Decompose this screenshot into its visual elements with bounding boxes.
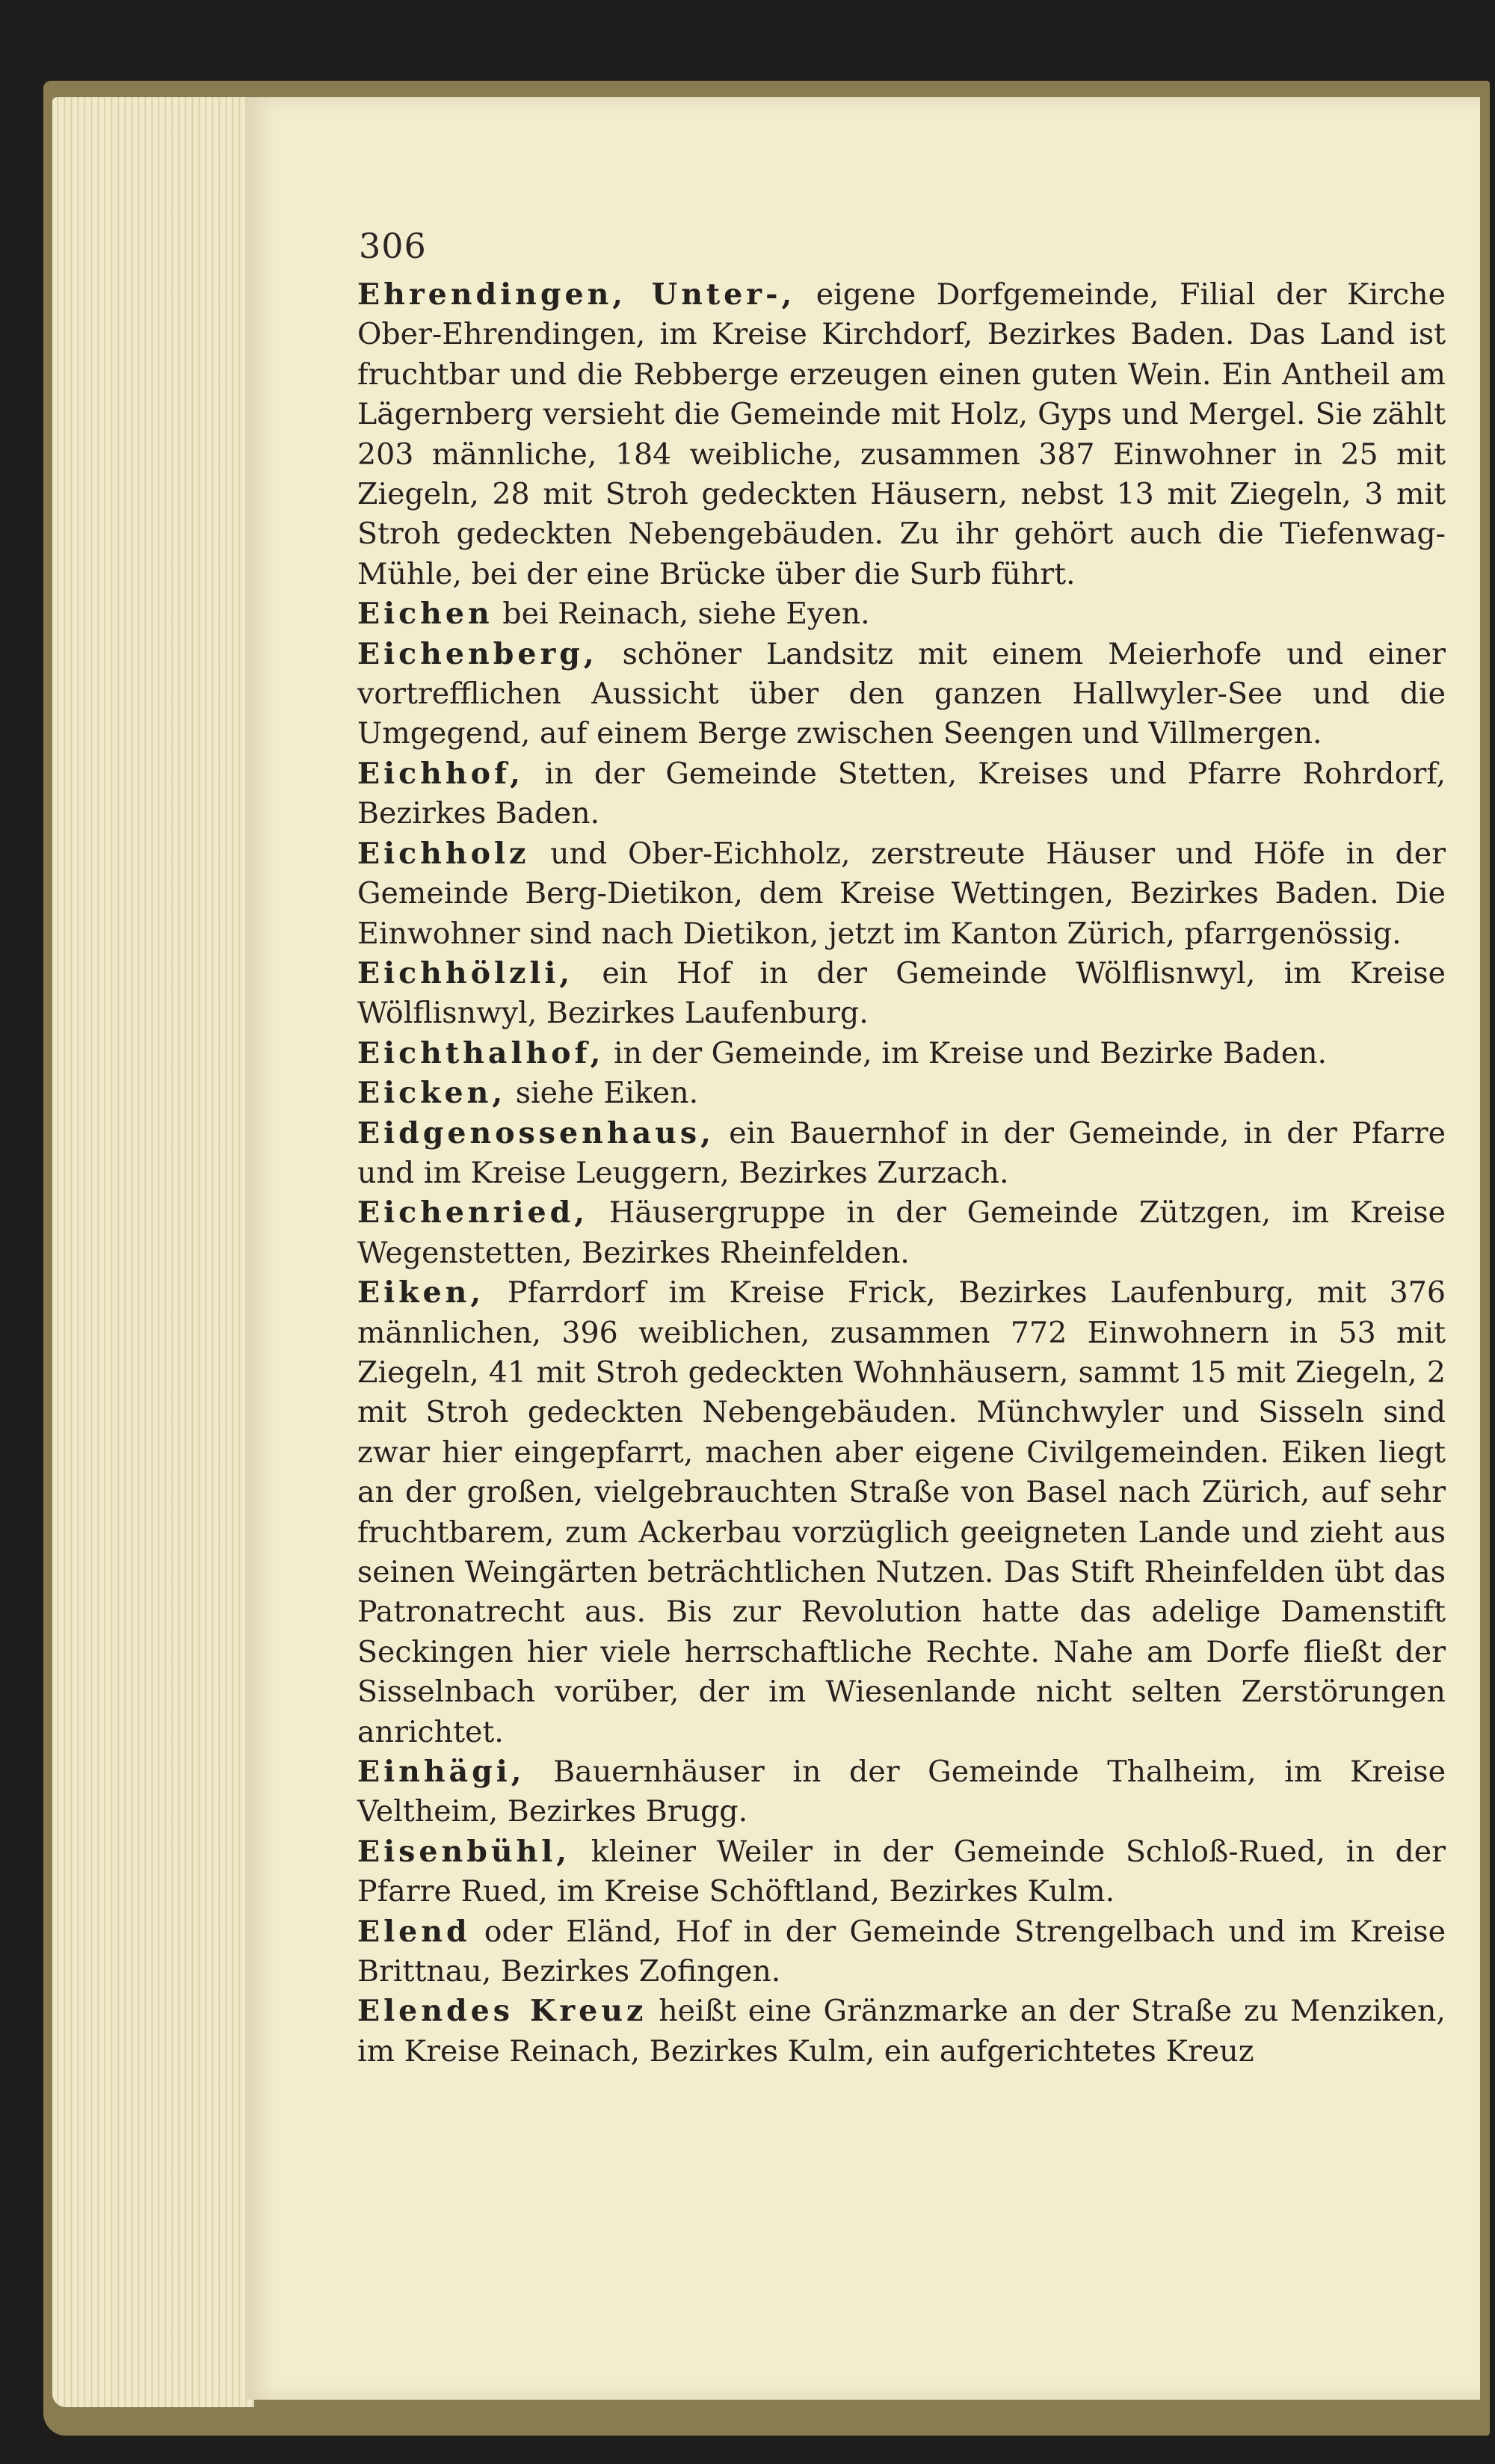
entry-eichen: [357, 594, 1446, 634]
entry-text: und Ober-Eichholz, zerstreute Häuser und Höfe in der Gemeinde Berg-Dietikon, dem Kreise Wettingen, Bezirkes Baden. Die Einwohner sind nach Dietikon, jetzt im Kanton Zürich, pfarrgenössig.: [357, 836, 1446, 951]
entry-text: ein Bauernhof in der Gemeinde, in der Pfarre und im Kreise Leuggern, Bezirkes Zurzach.: [357, 1115, 1446, 1190]
entry-eichholz: [357, 834, 1446, 954]
entry-text: schöner Landsitz mit einem Meierhofe und einer vortrefflichen Aussicht über den ganzen Hallwyler-See und die Umgegend, auf einem Berge zwischen Seengen und Villmergen.: [357, 636, 1446, 751]
entry-headword: Eidgenossenhaus,: [357, 1115, 715, 1151]
entry-headword: Ehrendingen, Unter-,: [357, 277, 796, 312]
entry-headword: Einhägi,: [357, 1755, 525, 1790]
entry-text: oder Eländ, Hof in der Gemeinde Strengelbach und im Kreise Brittnau, Bezirkes Zofingen.: [357, 1914, 1446, 1989]
entry-eisenbuehl: [357, 1832, 1446, 1912]
page-edges: [52, 97, 254, 2407]
entry-text: Häusergruppe in der Gemeinde Zützgen, im Kreise Wegenstetten, Bezirkes Rheinfelden.: [357, 1195, 1446, 1270]
entry-eichhof: [357, 754, 1446, 834]
text-block: [357, 275, 1446, 2072]
entry-headword: Eiken,: [357, 1275, 485, 1310]
entry-text: in der Gemeinde, im Kreise und Bezirke Baden.: [604, 1035, 1328, 1071]
entry-headword: Eichthalhof,: [357, 1035, 605, 1071]
entry-eichenried: [357, 1193, 1446, 1273]
page-number: 306: [359, 226, 427, 266]
entry-text: kleiner Weiler in der Gemeinde Schloß-Rued, in der Pfarre Rued, im Kreise Schöftland, Bezirkes Kulm.: [357, 1834, 1446, 1909]
entry-headword: Elend: [357, 1914, 471, 1949]
entry-headword: Eichhölzli,: [357, 955, 574, 991]
entry-eichthalhof: [357, 1034, 1446, 1074]
entry-headword: Eicken,: [357, 1076, 507, 1111]
entry-text: bei Reinach, siehe Eyen.: [493, 597, 870, 632]
entry-text: eigene Dorfgemeinde, Filial der Kirche Ober-Ehrendingen, im Kreise Kirchdorf, Bezirkes Baden. Das Land ist fruchtbar und die Rebberge erzeugen einen guten Wein. Ein Antheil am Lägernberg versieht die Gemeinde mit Holz, Gyps und Mergel. Sie zählt 203 männliche, 184 weibliche, zusammen 387 Einwohner in 25 mit Ziegeln, 28 mit Stroh gedeckten Häusern, nebst 13 mit Ziegeln, 3 mit Stroh gedeckten Nebengebäuden. Zu ihr gehört auch die Tiefenwag-Mühle, bei der eine Brücke über die Surb führt.: [357, 277, 1446, 591]
entry-einhaegi: [357, 1752, 1446, 1832]
entry-headword: Eichholz: [357, 836, 530, 871]
entry-eiken: [357, 1273, 1446, 1752]
entry-headword: Eichenried,: [357, 1195, 589, 1231]
entry-text: Bauernhäuser in der Gemeinde Thalheim, im Kreise Veltheim, Bezirkes Brugg.: [357, 1755, 1446, 1829]
entry-eichhoelzli: [357, 954, 1446, 1034]
entry-text: heißt eine Gränzmarke an der Straße zu Menziken, im Kreise Reinach, Bezirkes Kulm, ein aufgerichtetes Kreuz: [357, 1994, 1446, 2069]
entry-text: Pfarrdorf im Kreise Frick, Bezirkes Laufenburg, mit 376 männlichen, 396 weiblichen, zusammen 772 Einwohnern in 53 mit Ziegeln, 41 mit Stroh gedeckten Wohnhäusern, sammt 15 mit Ziegeln, 2 mit Stroh gedeckten Nebengebäuden. Münchwyler und Sisseln sind zwar hier eingepfarrt, machen aber eigene Civilgemeinden. Eiken liegt an der großen, vielgebrauchten Straße von Basel nach Zürich, auf sehr fruchtbarem, zum Ackerbau vorzüglich geeigneten Lande und zieht aus seinen Weingärten beträchtlichen Nutzen. Das Stift Rheinfelden übt das Patronatrecht aus. Bis zur Revolution hatte das adelige Damenstift Seckingen hier viele herrschaftliche Rechte. Nahe am Dorfe fließt der Sisselnbach vorüber, der im Wiesenlande nicht selten Zerstörungen anrichtet.: [357, 1275, 1446, 1749]
entry-eidgenossenhaus: [357, 1114, 1446, 1194]
entry-headword: Eisenbühl,: [357, 1834, 571, 1869]
entry-headword: Eichenberg,: [357, 636, 598, 671]
entry-eichenberg: [357, 635, 1446, 754]
entry-eicken: [357, 1074, 1446, 1113]
entry-text: in der Gemeinde Stetten, Kreises und Pfarre Rohrdorf, Bezirkes Baden.: [357, 756, 1446, 831]
entry-elendes-kreuz: [357, 1992, 1446, 2072]
entry-headword: Eichhof,: [357, 756, 524, 791]
entry-text: siehe Eiken.: [506, 1076, 699, 1111]
entry-ehrendingen: [357, 275, 1446, 594]
entry-elend: [357, 1912, 1446, 1992]
entry-text: ein Hof in der Gemeinde Wölflisnwyl, im Kreise Wölflisnwyl, Bezirkes Laufenburg.: [357, 955, 1446, 1031]
entry-headword: Eichen: [357, 597, 493, 632]
entry-headword: Elendes Kreuz: [357, 1994, 647, 2029]
